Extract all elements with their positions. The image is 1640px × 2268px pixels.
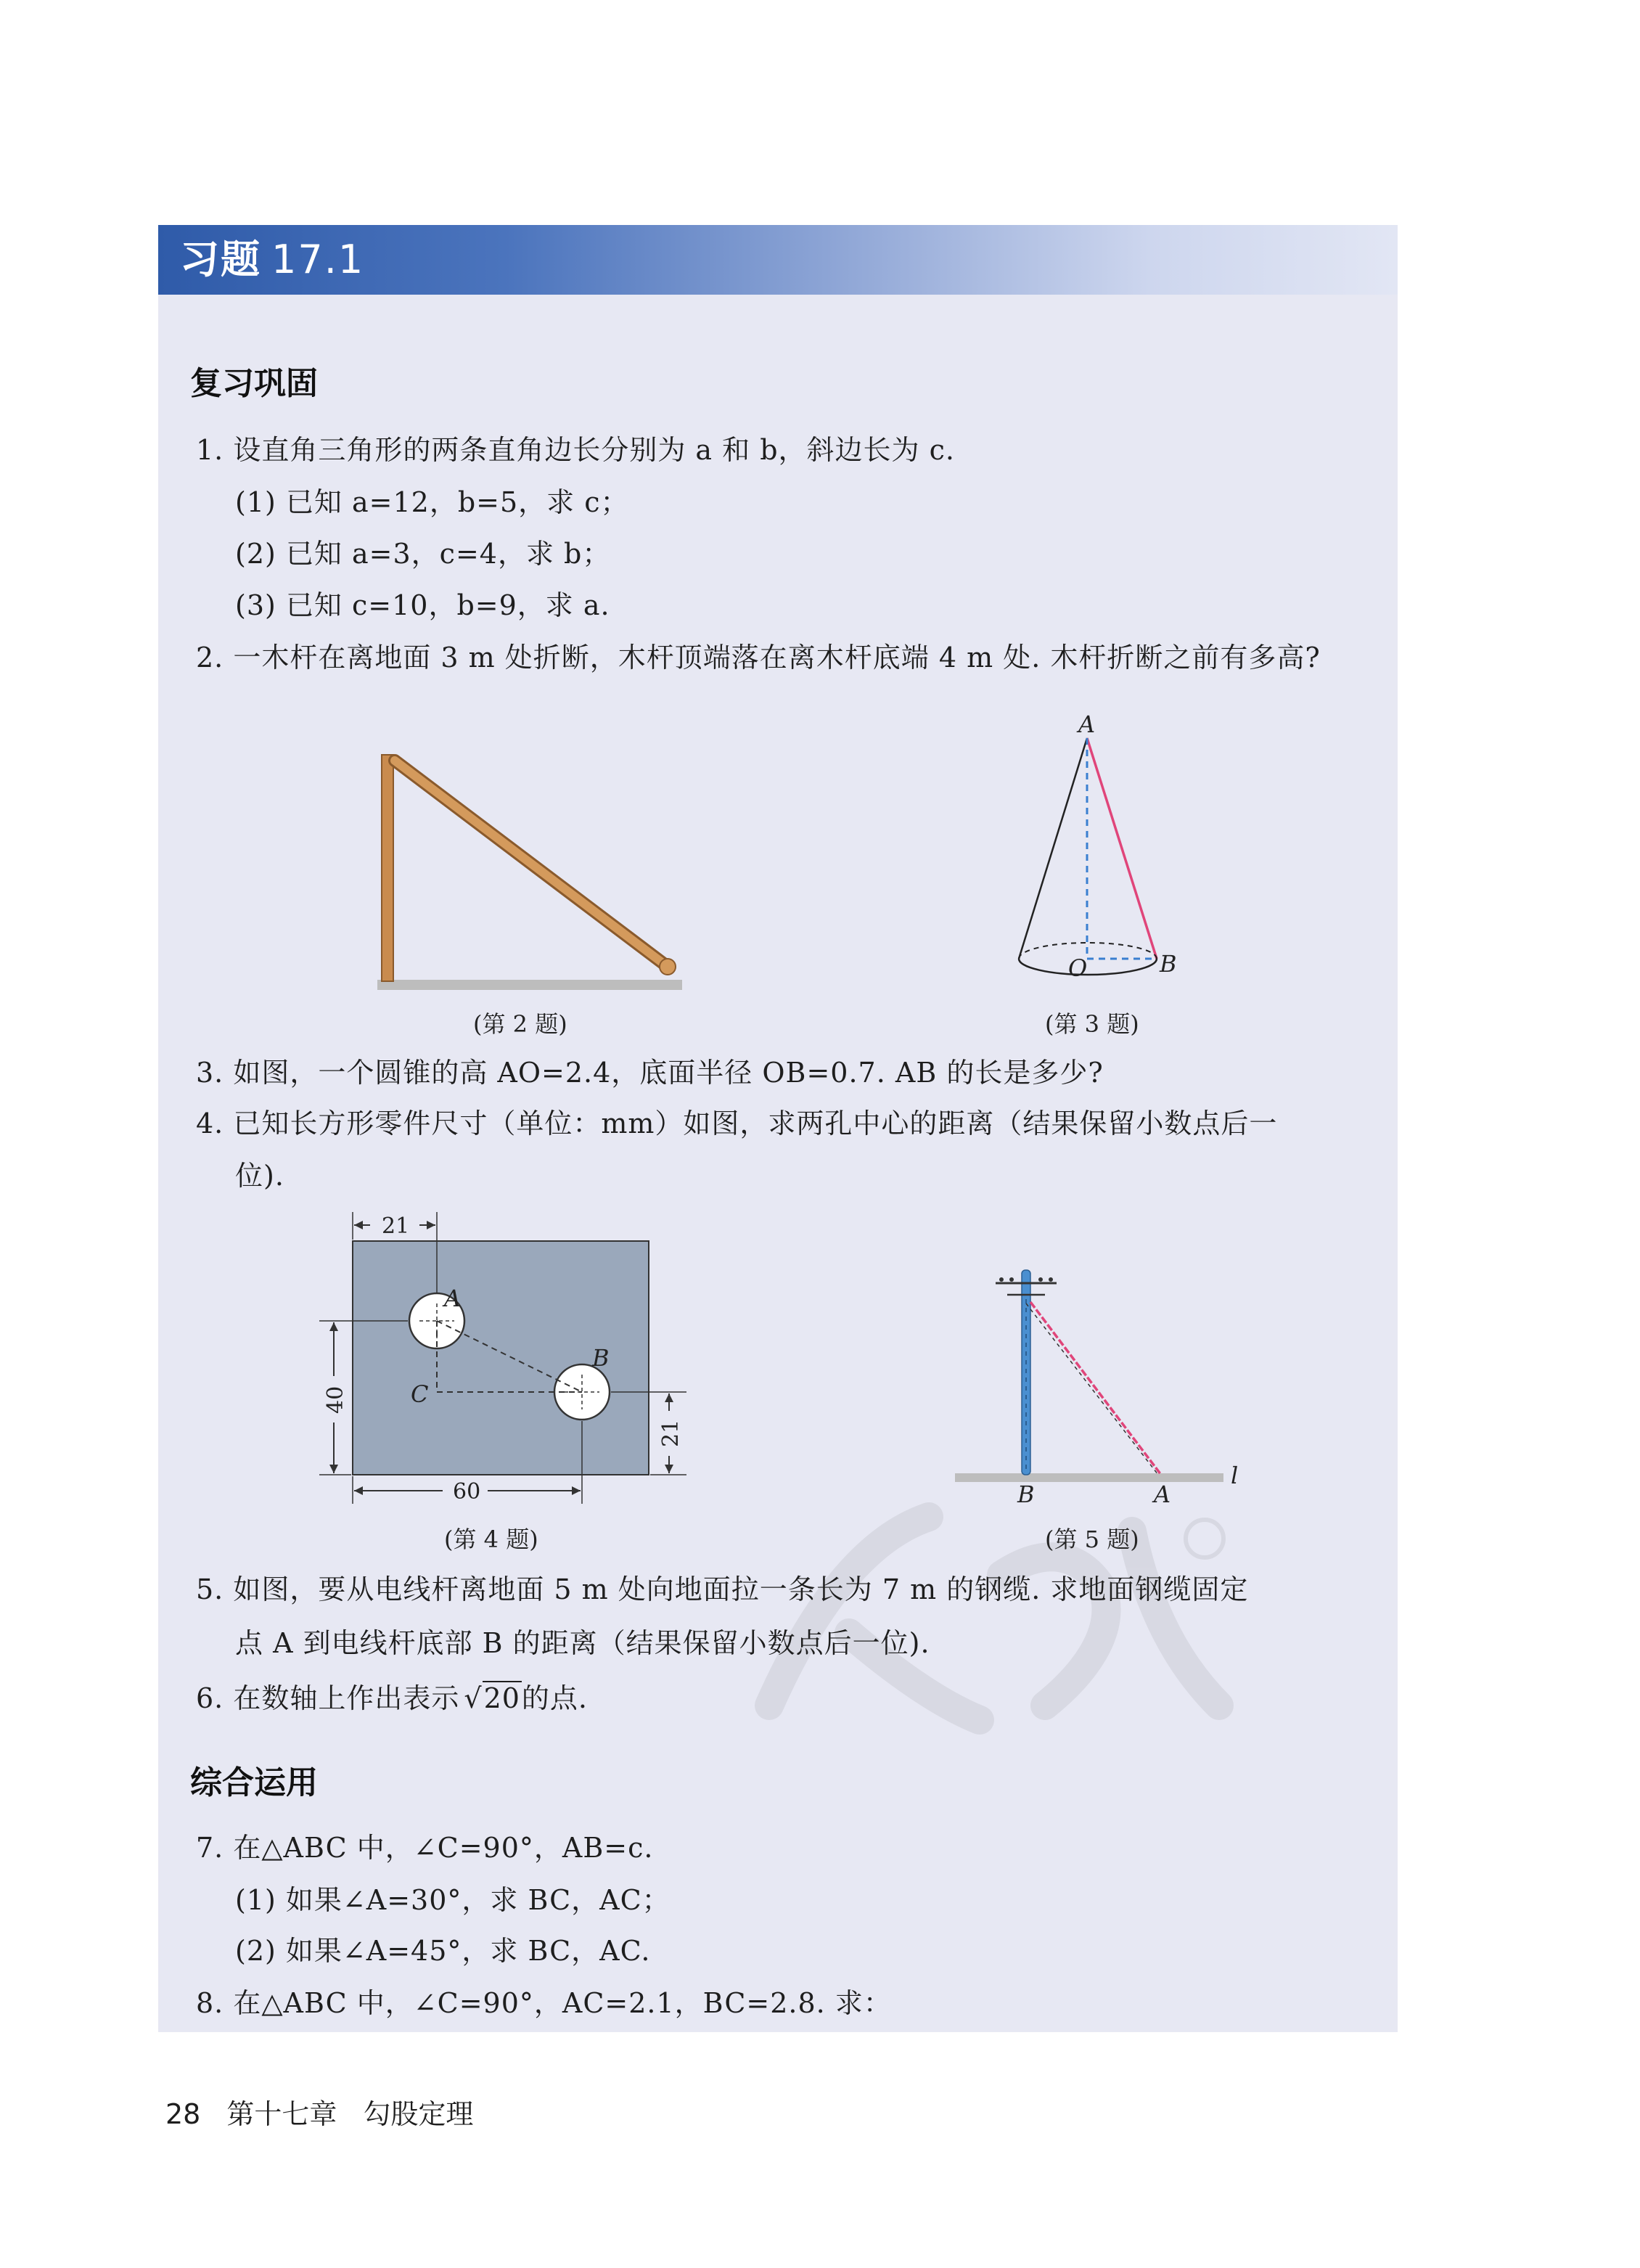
- page-number: 28: [165, 2098, 201, 2130]
- problem-6-suffix: 的点.: [521, 1682, 589, 1714]
- figure-5-caption: (第 5 题): [1045, 1526, 1139, 1553]
- pole-end: [660, 959, 676, 975]
- label-B: B: [1160, 950, 1177, 978]
- problem-4-line-1: 4. 已知长方形零件尺寸（单位：mm）如图，求两孔中心的距离（结果保留小数点后一: [196, 1108, 1278, 1139]
- insulator-4: [1049, 1277, 1053, 1282]
- chapter-title: 勾股定理: [363, 2098, 474, 2130]
- base-front-arc: [1019, 959, 1157, 975]
- dim-right-arrow-bottom: [665, 1465, 673, 1473]
- problem-5-line-1: 5. 如图，要从电线杆离地面 5 m 处向地面拉一条长为 7 m 的钢缆. 求地面钢缆固定: [196, 1573, 1249, 1605]
- problem-7-part-2: (2) 如果∠A=45°，求 BC，AC.: [235, 1935, 651, 1967]
- label-B: B: [1017, 1481, 1035, 1508]
- section-heading-apply: 综合运用: [190, 1764, 318, 1801]
- insulator-1: [999, 1277, 1004, 1282]
- dim-left-arrow-top: [329, 1322, 338, 1331]
- dimension-40: 40: [323, 1385, 348, 1414]
- insulator-3: [1038, 1277, 1043, 1282]
- label-A: A: [444, 1285, 462, 1312]
- cone-left-edge: [1019, 738, 1087, 959]
- exercise-title-number: 17.1: [271, 237, 365, 282]
- figure-3-cone: [1001, 708, 1205, 991]
- dimension-21-top: 21: [382, 1213, 410, 1239]
- problem-7-part-1: (1) 如果∠A=30°，求 BC，AC；: [235, 1884, 671, 1916]
- label-O: O: [1068, 954, 1088, 982]
- dim-left-arrow-bottom: [329, 1465, 338, 1473]
- dimension-21-right: 21: [658, 1419, 684, 1447]
- problem-2: 2. 一木杆在离地面 3 m 处折断，木杆顶端落在离木杆底端 4 m 处. 木杆折断之前有多高?: [196, 642, 1321, 674]
- dim-right-arrow-top: [665, 1393, 673, 1402]
- section-heading-review: 复习巩固: [190, 365, 318, 402]
- page-footer: [165, 2092, 499, 2132]
- dim-top-arrow-right: [427, 1221, 435, 1229]
- figure-4-part-diagram: [312, 1205, 697, 1510]
- problem-1-part-3: (3) 已知 c=10，b=9，求 a.: [235, 589, 610, 621]
- problem-1-part-1: (1) 已知 a=12，b=5，求 c；: [235, 486, 629, 518]
- label-A: A: [1078, 711, 1096, 738]
- exercise-title: [180, 231, 364, 289]
- problem-5-line-2: 点 A 到电线杆底部 B 的距离（结果保留小数点后一位).: [235, 1627, 930, 1659]
- steel-cable: [1030, 1302, 1161, 1475]
- ground-strip: [377, 980, 682, 990]
- problem-7: 7. 在△ABC 中，∠C=90°，AB=c.: [196, 1832, 654, 1864]
- label-C: C: [411, 1380, 429, 1408]
- label-l: l: [1231, 1462, 1239, 1489]
- figure-5-pole-cable: [951, 1256, 1255, 1510]
- figure-4-caption: (第 4 题): [444, 1526, 538, 1553]
- exercise-title-label: 习题: [180, 237, 261, 282]
- label-B: B: [592, 1344, 610, 1372]
- sqrt-radicand: 20: [483, 1682, 520, 1714]
- problem-1-part-2: (2) 已知 a=3，c=4，求 b；: [235, 538, 611, 570]
- figure-2-caption: (第 2 题): [473, 1010, 567, 1038]
- pole-upright: [382, 755, 393, 981]
- sqrt-symbol: √: [464, 1682, 483, 1714]
- problem-1: 1. 设直角三角形的两条直角边长分别为 a 和 b，斜边长为 c.: [196, 434, 955, 466]
- problem-4-line-2: 位).: [235, 1160, 284, 1192]
- figure-2-broken-pole: [363, 740, 697, 1002]
- slant-AB: [1087, 738, 1157, 959]
- figure-3-caption: (第 3 题): [1045, 1010, 1139, 1038]
- problem-6: [196, 1678, 588, 1719]
- publisher-watermark: [740, 1488, 1248, 1749]
- cable-guide: [1026, 1303, 1158, 1475]
- dim-bottom-arrow-right: [572, 1486, 581, 1495]
- insulator-2: [1009, 1277, 1014, 1282]
- problem-3: 3. 如图，一个圆锥的高 AO=2.4，底面半径 OB=0.7. AB 的长是多少?: [196, 1057, 1104, 1089]
- pole-fallen: [395, 761, 668, 967]
- problem-8: 8. 在△ABC 中，∠C=90°，AC=2.1，BC=2.8. 求：: [196, 1987, 892, 2019]
- ground-line-l: [955, 1473, 1223, 1482]
- dim-top-arrow-left: [354, 1221, 363, 1229]
- chapter-label: 第十七章: [226, 2098, 337, 2130]
- problem-6-prefix: 6. 在数轴上作出表示: [196, 1682, 460, 1714]
- dimension-60: 60: [453, 1479, 481, 1505]
- dim-bottom-arrow-left: [354, 1486, 363, 1495]
- label-A: A: [1154, 1481, 1171, 1508]
